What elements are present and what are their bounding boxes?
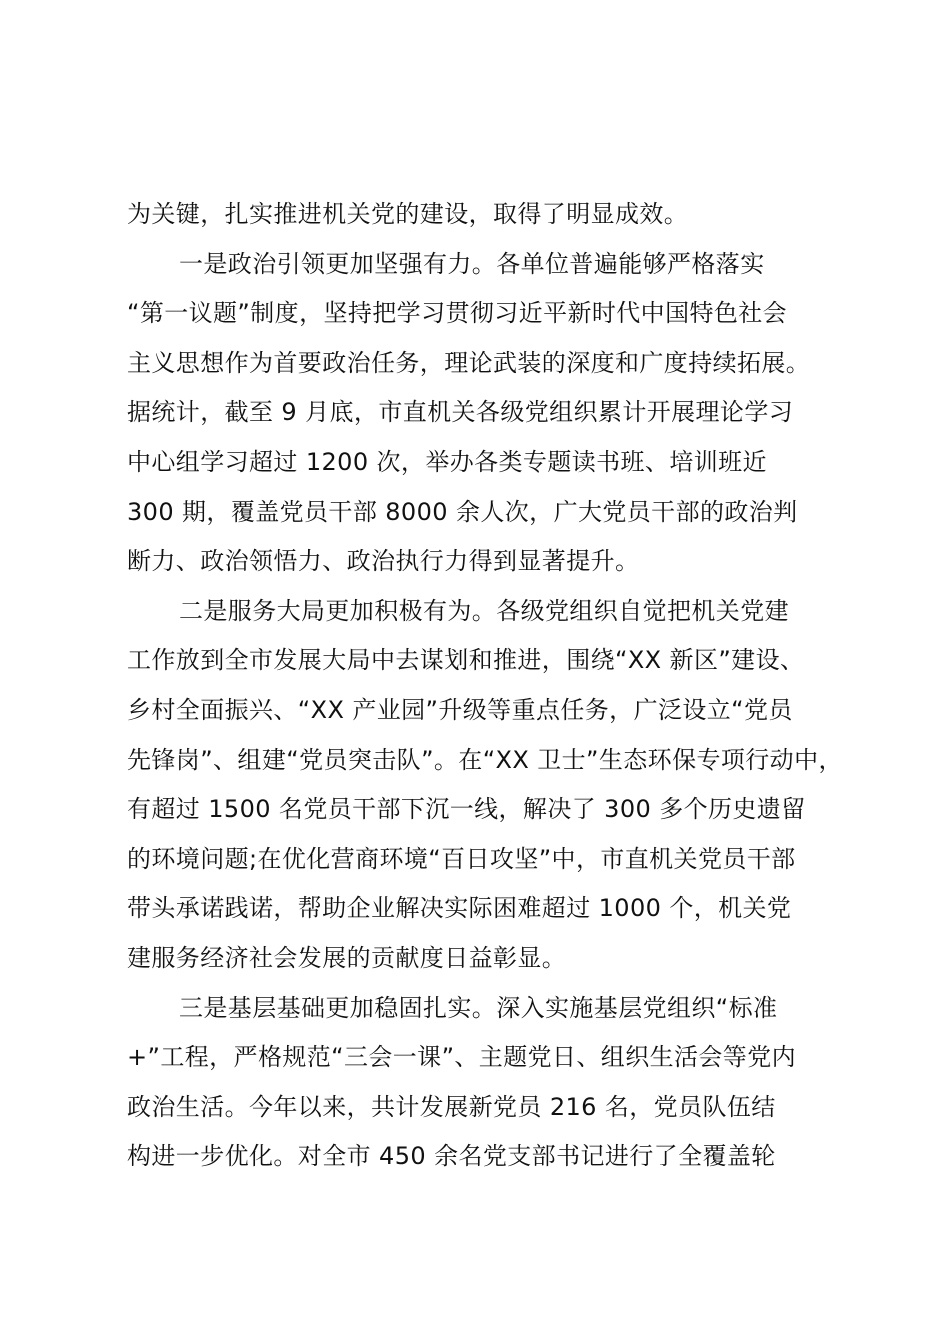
- text-line: 乡村全面振兴、“XX 产业园”升级等重点任务，广泛设立“党员: [127, 695, 793, 724]
- text-line: 主义思想作为首要政治任务，理论武装的深度和广度持续拓展。: [127, 348, 811, 377]
- text-line: 有超过 1500 名党员干部下沉一线，解决了 300 多个历史遗留: [127, 795, 806, 824]
- text-line: 先锋岗”、组建“党员突击队”。在“XX 卫士”生态环保专项行动中，: [127, 745, 843, 774]
- text-line: 政治生活。今年以来，共计发展新党员 216 名，党员队伍结: [127, 1092, 776, 1121]
- text-line: 为关键，扎实推进机关党的建设，取得了明显成效。: [127, 200, 689, 228]
- paragraph-2-heading-line: 二是服务大局更加积极有为。各级党组织自觉把机关党建: [179, 596, 789, 625]
- text-line: 300 期，覆盖党员干部 8000 余人次，广大党员干部的政治判: [127, 497, 798, 526]
- text-line: 的环境问题;在优化营商环境“百日攻坚”中，市直机关党员干部: [127, 844, 796, 873]
- text-line: 带头承诺践诺，帮助企业解决实际困难超过 1000 个，机关党: [127, 894, 792, 923]
- text-line: +”工程，严格规范“三会一课”、主题党日、组织生活会等党内: [127, 1043, 797, 1072]
- document-body: [127, 190, 847, 1182]
- text-line: 中心组学习超过 1200 次，举办各类专题读书班、培训班近: [127, 447, 767, 476]
- text-line: “第一议题”制度，坚持把学习贯彻习近平新时代中国特色社会: [127, 299, 788, 328]
- text-line: 断力、政治领悟力、政治执行力得到显著提升。: [127, 547, 640, 576]
- text-line: 构进一步优化。对全市 450 余名党支部书记进行了全覆盖轮: [127, 1142, 776, 1171]
- text-line: 工作放到全市发展大局中去谋划和推进，围绕“XX 新区”建设、: [127, 646, 805, 675]
- paragraph-1-heading-line: 一是政治引领更加坚强有力。各单位普遍能够严格落实: [179, 249, 765, 278]
- paragraph-3-heading-line: 三是基层基础更加稳固扎实。深入实施基层党组织“标准: [179, 993, 778, 1022]
- text-line: 据统计，截至 9 月底，市直机关各级党组织累计开展理论学习: [127, 398, 794, 427]
- text-line: 建服务经济社会发展的贡献度日益彰显。: [127, 943, 567, 972]
